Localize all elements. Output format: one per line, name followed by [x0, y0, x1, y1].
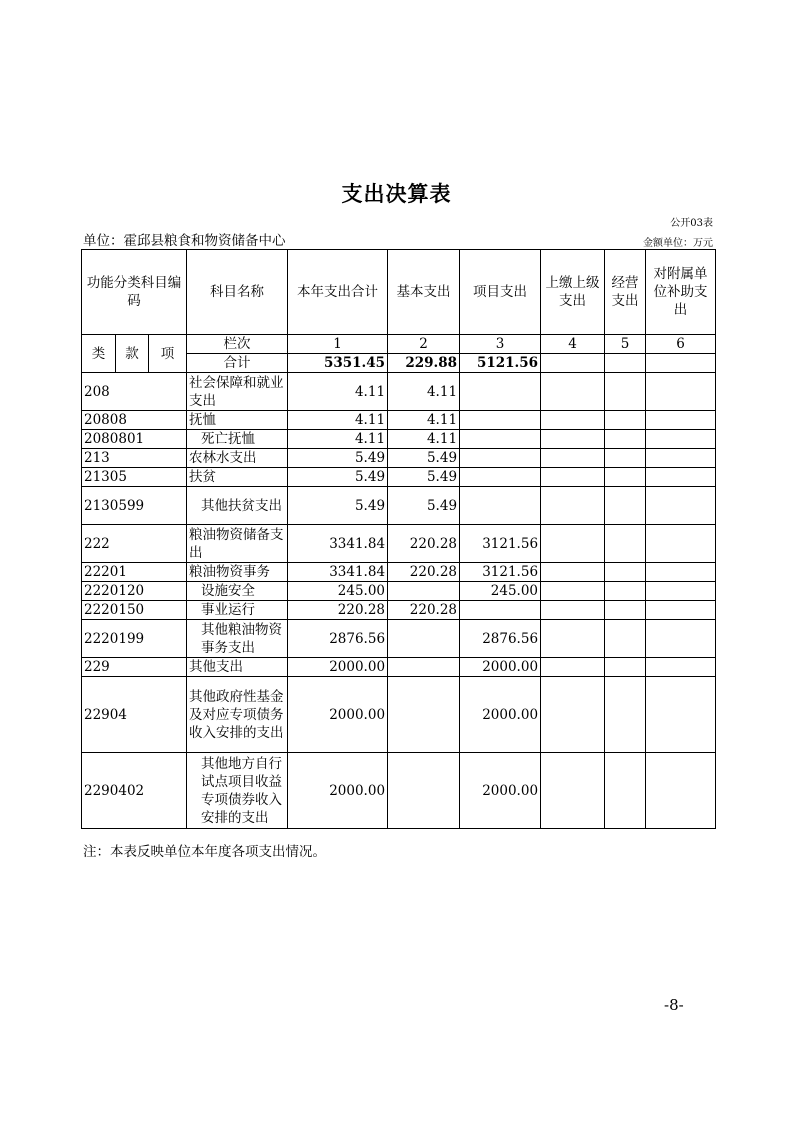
- table-row: [82, 525, 716, 563]
- total-sum: 5351.45: [288, 354, 388, 373]
- header-lei: 类: [82, 335, 116, 373]
- form-number: 公开03表: [670, 218, 713, 229]
- unit-label: 单位：霍邱县粮食和物资储备中心: [83, 233, 286, 249]
- row-basic: [388, 620, 460, 658]
- total-basic: 229.88: [388, 354, 460, 373]
- row-basic: 5.49: [388, 468, 460, 487]
- row-name: 其他支出: [187, 658, 288, 677]
- row-basic: 4.11: [388, 411, 460, 430]
- row-name: 社会保障和就业支出: [187, 373, 288, 411]
- table-row: [82, 449, 716, 468]
- row-total: 245.00: [288, 582, 388, 601]
- table-row: [82, 658, 716, 677]
- table-row: [82, 753, 716, 829]
- total-business: [605, 354, 646, 373]
- row-total: 2876.56: [288, 620, 388, 658]
- row-project: [460, 468, 541, 487]
- page-title: 支出决算表: [341, 182, 452, 206]
- row-project: [460, 449, 541, 468]
- row-basic: [388, 658, 460, 677]
- footnote: 注：本表反映单位本年度各项支出情况。: [83, 844, 326, 860]
- row-code: 21305: [82, 468, 187, 487]
- header-subsidy: 对附属单位补助支出: [646, 250, 716, 335]
- col-number-1: 1: [288, 335, 388, 354]
- row-name: 抚恤: [187, 411, 288, 430]
- row-total: 2000.00: [288, 677, 388, 753]
- header-name: 科目名称: [187, 250, 288, 335]
- total-subsidy: [646, 354, 716, 373]
- header-project: 项目支出: [460, 250, 541, 335]
- table-row: [82, 582, 716, 601]
- row-project: [460, 430, 541, 449]
- row-basic: 4.11: [388, 373, 460, 411]
- row-project: 2876.56: [460, 620, 541, 658]
- row-basic: 220.28: [388, 525, 460, 563]
- row-total: 2000.00: [288, 753, 388, 829]
- row-total: 4.11: [288, 411, 388, 430]
- row-name: 农林水支出: [187, 449, 288, 468]
- table-row: [82, 430, 716, 449]
- header-kuan: 款: [116, 335, 149, 373]
- amount-unit-label: 金额单位：万元: [643, 238, 713, 249]
- table-row: [82, 468, 716, 487]
- header-basic: 基本支出: [388, 250, 460, 335]
- row-code: 22904: [82, 677, 187, 753]
- row-project: 245.00: [460, 582, 541, 601]
- row-basic: [388, 753, 460, 829]
- row-code: 229: [82, 658, 187, 677]
- total-label: 合计: [187, 354, 288, 373]
- header-xiang: 项: [149, 335, 187, 373]
- row-project: [460, 411, 541, 430]
- row-total: 220.28: [288, 601, 388, 620]
- header-lanci: 栏次: [187, 335, 288, 354]
- row-name: 扶贫: [187, 468, 288, 487]
- row-basic: 220.28: [388, 601, 460, 620]
- header-upper: 上缴上级支出: [541, 250, 605, 335]
- row-total: 4.11: [288, 430, 388, 449]
- row-name: 其他扶贫支出: [187, 487, 288, 525]
- header-row: [82, 250, 716, 335]
- row-code: 213: [82, 449, 187, 468]
- row-name: 事业运行: [187, 601, 288, 620]
- col-number-3: 3: [460, 335, 541, 354]
- row-code: 2220150: [82, 601, 187, 620]
- column-number-row: [82, 335, 716, 354]
- row-total: 5.49: [288, 487, 388, 525]
- table-row: [82, 373, 716, 411]
- row-name: 粮油物资储备支出: [187, 525, 288, 563]
- expenditure-table: [81, 249, 716, 829]
- row-basic: 4.11: [388, 430, 460, 449]
- row-total: 4.11: [288, 373, 388, 411]
- table-row: [82, 677, 716, 753]
- row-basic: 5.49: [388, 487, 460, 525]
- row-code: 222: [82, 525, 187, 563]
- table-row: [82, 620, 716, 658]
- row-code: 22201: [82, 563, 187, 582]
- row-total: 3341.84: [288, 563, 388, 582]
- total-project: 5121.56: [460, 354, 541, 373]
- row-code: 2220120: [82, 582, 187, 601]
- row-code: 208: [82, 373, 187, 411]
- page-number: -8-: [664, 996, 684, 1014]
- table-row: [82, 563, 716, 582]
- row-basic: 220.28: [388, 563, 460, 582]
- col-number-4: 4: [541, 335, 605, 354]
- row-project: 3121.56: [460, 563, 541, 582]
- col-number-5: 5: [605, 335, 646, 354]
- col-number-6: 6: [646, 335, 716, 354]
- row-total: 3341.84: [288, 525, 388, 563]
- row-basic: [388, 582, 460, 601]
- row-basic: 5.49: [388, 449, 460, 468]
- row-total: 5.49: [288, 468, 388, 487]
- row-project: 3121.56: [460, 525, 541, 563]
- row-name: 设施安全: [187, 582, 288, 601]
- row-total: 5.49: [288, 449, 388, 468]
- row-name: 其他地方自行试点项目收益专项债券收入安排的支出: [187, 753, 288, 829]
- table-row: [82, 411, 716, 430]
- col-number-2: 2: [388, 335, 460, 354]
- row-total: 2000.00: [288, 658, 388, 677]
- total-upper: [541, 354, 605, 373]
- header-total: 本年支出合计: [288, 250, 388, 335]
- row-name: 其他政府性基金及对应专项债务收入安排的支出: [187, 677, 288, 753]
- row-project: 2000.00: [460, 677, 541, 753]
- row-project: 2000.00: [460, 753, 541, 829]
- table-row: [82, 487, 716, 525]
- row-name: 死亡抚恤: [187, 430, 288, 449]
- header-code: 功能分类科目编码: [82, 250, 187, 335]
- row-code: 2080801: [82, 430, 187, 449]
- row-project: 2000.00: [460, 658, 541, 677]
- row-basic: [388, 677, 460, 753]
- header-business: 经营支出: [605, 250, 646, 335]
- row-code: 20808: [82, 411, 187, 430]
- table-row: [82, 601, 716, 620]
- row-project: [460, 373, 541, 411]
- row-name: 粮油物资事务: [187, 563, 288, 582]
- row-code: 2130599: [82, 487, 187, 525]
- row-code: 2290402: [82, 753, 187, 829]
- row-code: 2220199: [82, 620, 187, 658]
- row-project: [460, 487, 541, 525]
- row-project: [460, 601, 541, 620]
- row-name: 其他粮油物资事务支出: [187, 620, 288, 658]
